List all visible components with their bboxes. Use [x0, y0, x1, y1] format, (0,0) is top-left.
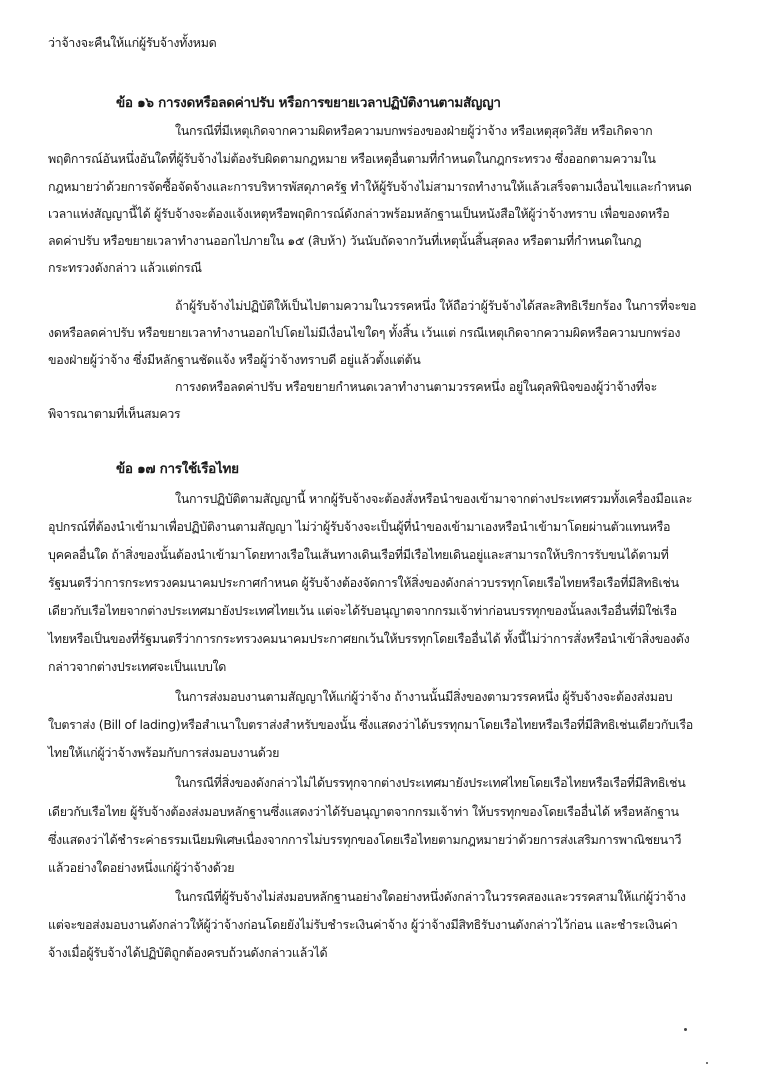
paragraph-line: แต่จะขอส่งมอบงานดังกล่าวให้ผู้ว่าจ้างก่อนโดยยังไม่รับชำระเงินค่าจ้าง ผู้ว่าจ้างมีสิทธิรับงานดังกล่าวไว้ก่อน และชำระเงินค่า	[48, 917, 678, 932]
paragraph-line: ลดค่าปรับ หรือขยายเวลาทำงานออกไปภายใน ๑๕ (สิบห้า) วันนับถัดจากวันที่เหตุนั้นสิ้นสุดลง หรือตามที่กำหนดในกฎ	[48, 233, 642, 248]
paragraph-line: จ้างเมื่อผู้รับจ้างได้ปฏิบัติถูกต้องครบถ้วนดังกล่าวแล้วได้	[48, 945, 328, 960]
scan-speck	[684, 1028, 687, 1031]
paragraph-line: เดียวกับเรือไทยจากต่างประเทศมายังประเทศไทยเว้น แต่จะได้รับอนุญาตจากกรมเจ้าท่าก่อนบรรทุกของนั้นลงเรืออื่นที่มิใช่เรือ	[48, 603, 677, 618]
paragraph-line: กระทรวงดังกล่าว แล้วแต่กรณี	[48, 260, 202, 275]
paragraph-line: บุคคลอื่นใด ถ้าสิ่งของนั้นต้องนำเข้ามาโดยทางเรือในเส้นทางเดินเรือที่มีเรือไทยเดินอยู่และสามารถให้บริการรับขนได้ตามที่	[48, 547, 669, 562]
scan-speck	[706, 1062, 708, 1064]
continued-line: ว่าจ้างจะคืนให้แก่ผู้รับจ้างทั้งหมด	[48, 35, 217, 50]
paragraph-line: กล่าวจากต่างประเทศจะเป็นแบบใด	[48, 659, 227, 674]
paragraph-line: ถ้าผู้รับจ้างไม่ปฏิบัติให้เป็นไปตามความในวรรคหนึ่ง ให้ถือว่าผู้รับจ้างได้สละสิทธิเรียกร้อง ในการที่จะขอ	[175, 298, 697, 313]
paragraph-line: ไทยหรือเป็นของที่รัฐมนตรีว่าการกระทรวงคมนาคมประกาศยกเว้นให้บรรทุกโดยเรืออื่นได้ ทั้งนี้ไม่ว่าการสั่งหรือนำเข้าสิ่งของดัง	[48, 631, 690, 646]
paragraph-line: ไทยให้แก่ผู้ว่าจ้างพร้อมกับการส่งมอบงานด้วย	[48, 745, 280, 760]
paragraph-line: เวลาแห่งสัญญานี้ได้ ผู้รับจ้างจะต้องแจ้งเหตุหรือพฤติการณ์ดังกล่าวพร้อมหลักฐานเป็นหนังสือให้ผู้ว่าจ้างทราบ เพื่อของดหรือ	[48, 206, 670, 221]
paragraph-line: อุปกรณ์ที่ต้องนำเข้ามาเพื่อปฏิบัติงานตามสัญญา ไม่ว่าผู้รับจ้างจะเป็นผู้ที่นำของเข้ามาเองหรือนำเข้ามาโดยผ่านตัวแทนหรือ	[48, 519, 671, 534]
paragraph-line: ซึ่งแสดงว่าได้ชำระค่าธรรมเนียมพิเศษเนื่องจากการไม่บรรทุกของโดยเรือไทยตามกฎหมายว่าด้วยการส่งเสริมการพาณิชยนาวี	[48, 832, 682, 847]
section-16-heading: ข้อ ๑๖ การงดหรือลดค่าปรับ หรือการขยายเวลาปฏิบัติงานตามสัญญา	[116, 95, 501, 111]
paragraph-line: กฎหมายว่าด้วยการจัดซื้อจัดจ้างและการบริหารพัสดุภาครัฐ ทำให้ผู้รับจ้างไม่สามารถทำงานให้แล้วเสร็จตามเงื่อนไขและกำหนด	[48, 179, 692, 194]
paragraph-line: พิจารณาตามที่เห็นสมควร	[48, 406, 181, 421]
paragraph-line: การงดหรือลดค่าปรับ หรือขยายกำหนดเวลาทำงานตามวรรคหนึ่ง อยู่ในดุลพินิจของผู้ว่าจ้างที่จะ	[175, 379, 657, 394]
paragraph-line: ของฝ่ายผู้ว่าจ้าง ซึ่งมีหลักฐานชัดแจ้ง หรือผู้ว่าจ้างทราบดี อยู่แล้วตั้งแต่ต้น	[48, 352, 421, 367]
paragraph-line: ในกรณีที่สิ่งของดังกล่าวไม่ได้บรรทุกจากต่างประเทศมายังประเทศไทยโดยเรือไทยหรือเรือที่มีสิทธิเช่น	[175, 775, 686, 790]
paragraph-line: ในการส่งมอบงานตามสัญญาให้แก่ผู้ว่าจ้าง ถ้างานนั้นมีสิ่งของตามวรรคหนึ่ง ผู้รับจ้างจะต้องส่งมอบ	[175, 689, 673, 704]
paragraph-line: งดหรือลดค่าปรับ หรือขยายเวลาทำงานออกไปโดยไม่มีเงื่อนไขใดๆ ทั้งสิ้น เว้นแต่ กรณีเหตุเกิดจากความผิดหรือความบกพร่อง	[48, 325, 681, 340]
section-17-heading: ข้อ ๑๗ การใช้เรือไทย	[116, 461, 239, 477]
paragraph-line: เดียวกับเรือไทย ผู้รับจ้างต้องส่งมอบหลักฐานซึ่งแสดงว่าได้รับอนุญาตจากกรมเจ้าท่า ให้บรรทุกของโดยเรืออื่นได้ หรือหลักฐาน	[48, 804, 679, 819]
paragraph-line: ใบตราส่ง (Bill of lading)หรือสำเนาใบตราส่งสำหรับของนั้น ซึ่งแสดงว่าได้บรรทุกมาโดยเรือไทยหรือเรือที่มีสิทธิเช่นเดียวกับเรือ	[48, 717, 693, 732]
paragraph-line: ในกรณีที่มีเหตุเกิดจากความผิดหรือความบกพร่องของฝ่ายผู้ว่าจ้าง หรือเหตุสุดวิสัย หรือเกิดจาก	[175, 123, 653, 138]
paragraph-line: พฤติการณ์อันหนึ่งอันใดที่ผู้รับจ้างไม่ต้องรับผิดตามกฎหมาย หรือเหตุอื่นตามที่กำหนดในกฎกระทรวง ซึ่งออกตามความใน	[48, 151, 656, 166]
paragraph-line: ในการปฏิบัติตามสัญญานี้ หากผู้รับจ้างจะต้องสั่งหรือนำของเข้ามาจากต่างประเทศรวมทั้งเครื่องมือและ	[175, 491, 693, 506]
paragraph-line: รัฐมนตรีว่าการกระทรวงคมนาคมประกาศกำหนด ผู้รับจ้างต้องจัดการให้สิ่งของดังกล่าวบรรทุกโดยเรือไทยหรือเรือที่มีสิทธิเช่น	[48, 575, 679, 590]
paragraph-line: แล้วอย่างใดอย่างหนึ่งแก่ผู้ว่าจ้างด้วย	[48, 860, 235, 875]
paragraph-line: ในกรณีที่ผู้รับจ้างไม่ส่งมอบหลักฐานอย่างใดอย่างหนึ่งดังกล่าวในวรรคสองและวรรคสามให้แก่ผู้ว่าจ้าง	[175, 889, 686, 904]
